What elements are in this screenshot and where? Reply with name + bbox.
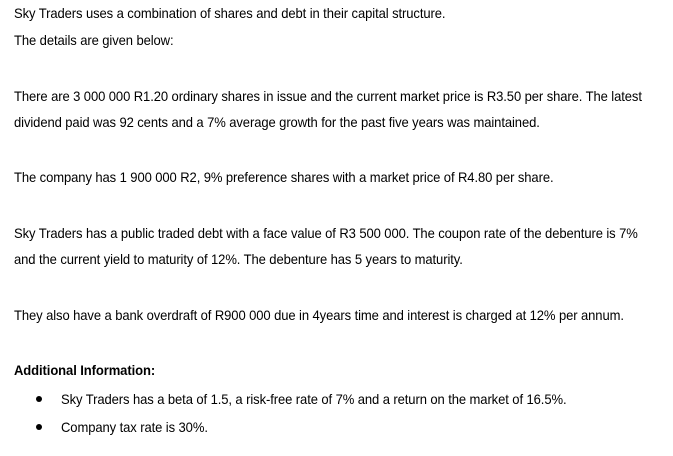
- bullet-text: Sky Traders has a beta of 1.5, a risk-free rate of 7% and a return on the market of 16.5%.: [61, 391, 567, 407]
- ordinary-shares-line-2: dividend paid was 92 cents and a 7% average growth for the past five years was maintained.: [14, 114, 540, 130]
- ordinary-shares-line-1: There are 3 000 000 R1.20 ordinary shares in issue and the current market price is R3.50 per share. The latest: [14, 88, 642, 104]
- bullet-text: Company tax rate is 30%.: [61, 419, 208, 435]
- intro-line-1: Sky Traders uses a combination of shares and debt in their capital structure.: [14, 5, 446, 21]
- preference-shares-line: The company has 1 900 000 R2, 9% preference shares with a market price of R4.80 per share.: [14, 169, 554, 185]
- additional-info-heading: Additional Information:: [14, 362, 156, 378]
- bullet-icon: [36, 396, 42, 402]
- overdraft-line: They also have a bank overdraft of R900 000 due in 4years time and interest is charged at 12% per annum.: [14, 307, 624, 323]
- debt-line-2: and the current yield to maturity of 12%. The debenture has 5 years to maturity.: [14, 251, 463, 267]
- bullet-icon: [36, 424, 42, 430]
- debt-line-1: Sky Traders has a public traded debt with a face value of R3 500 000. The coupon rate of the debenture is 7%: [14, 225, 638, 241]
- intro-line-2: The details are given below:: [14, 32, 174, 48]
